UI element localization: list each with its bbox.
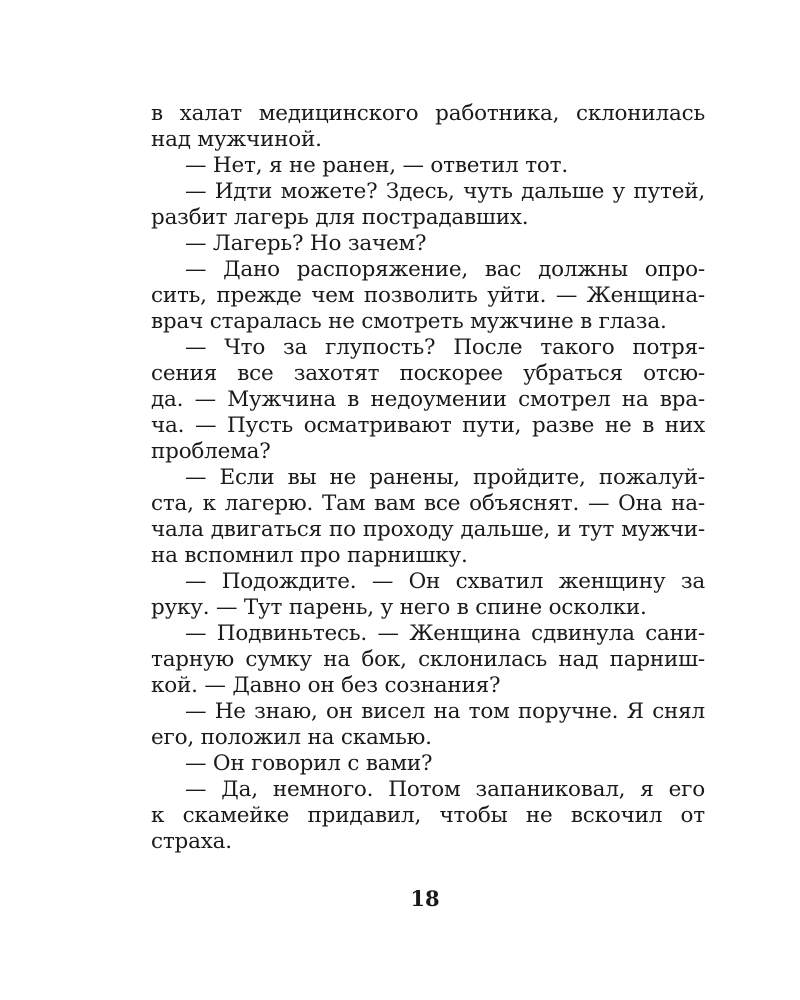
body-text [151, 101, 705, 855]
text-line: — Что за глупость? После такого потря- [185, 335, 705, 360]
text-line: — Подождите. — Он схватил женщину за [185, 569, 705, 594]
text-line: ча. — Пусть осматривают пути, разве не в них [151, 413, 705, 438]
text-line: — Лагерь? Но зачем? [185, 231, 427, 256]
page-number: 18 [410, 886, 440, 911]
text-line: — Если вы не ранены, пройдите, пожалуй- [185, 465, 705, 490]
text-line: над мужчиной. [151, 127, 322, 152]
text-line: сить, прежде чем позволить уйти. — Женщина- [151, 283, 705, 308]
text-line: — Не знаю, он висел на том поручне. Я снял [185, 699, 705, 724]
text-line: кой. — Давно он без сознания? [151, 673, 501, 698]
text-line: ста, к лагерю. Там вам все объяснят. — Она на- [151, 491, 705, 516]
text-line: в халат медицинского работника, склонилась [151, 101, 705, 126]
text-line: да. — Мужчина в недоумении смотрел на вра- [151, 387, 705, 412]
text-line: врач старалась не смотреть мужчине в глаза. [151, 309, 667, 334]
text-line: — Подвиньтесь. — Женщина сдвинула сани- [185, 621, 705, 646]
text-line: к скамейке придавил, чтобы не вскочил от [151, 803, 705, 828]
text-line: — Идти можете? Здесь, чуть дальше у путей, [185, 179, 705, 204]
text-line: — Нет, я не ранен, — ответил тот. [185, 153, 568, 178]
text-line: на вспомнил про парнишку. [151, 543, 468, 568]
text-line: руку. — Тут парень, у него в спине осколки. [151, 595, 647, 620]
text-line: — Да, немного. Потом запаниковал, я его [185, 777, 705, 802]
text-line: его, положил на скамью. [151, 725, 432, 750]
text-line: проблема? [151, 439, 271, 464]
text-line: — Дано распоряжение, вас должны опро- [185, 257, 705, 282]
text-line: сения все захотят поскорее убраться отсю- [151, 361, 705, 386]
text-line: разбит лагерь для пострадавших. [151, 205, 529, 230]
text-line: тарную сумку на бок, склонилась над парниш- [151, 647, 705, 672]
text-line: страха. [151, 829, 232, 854]
text-line: — Он говорил с вами? [185, 751, 433, 776]
text-line: чала двигаться по проходу дальше, и тут мужчи- [151, 517, 705, 542]
